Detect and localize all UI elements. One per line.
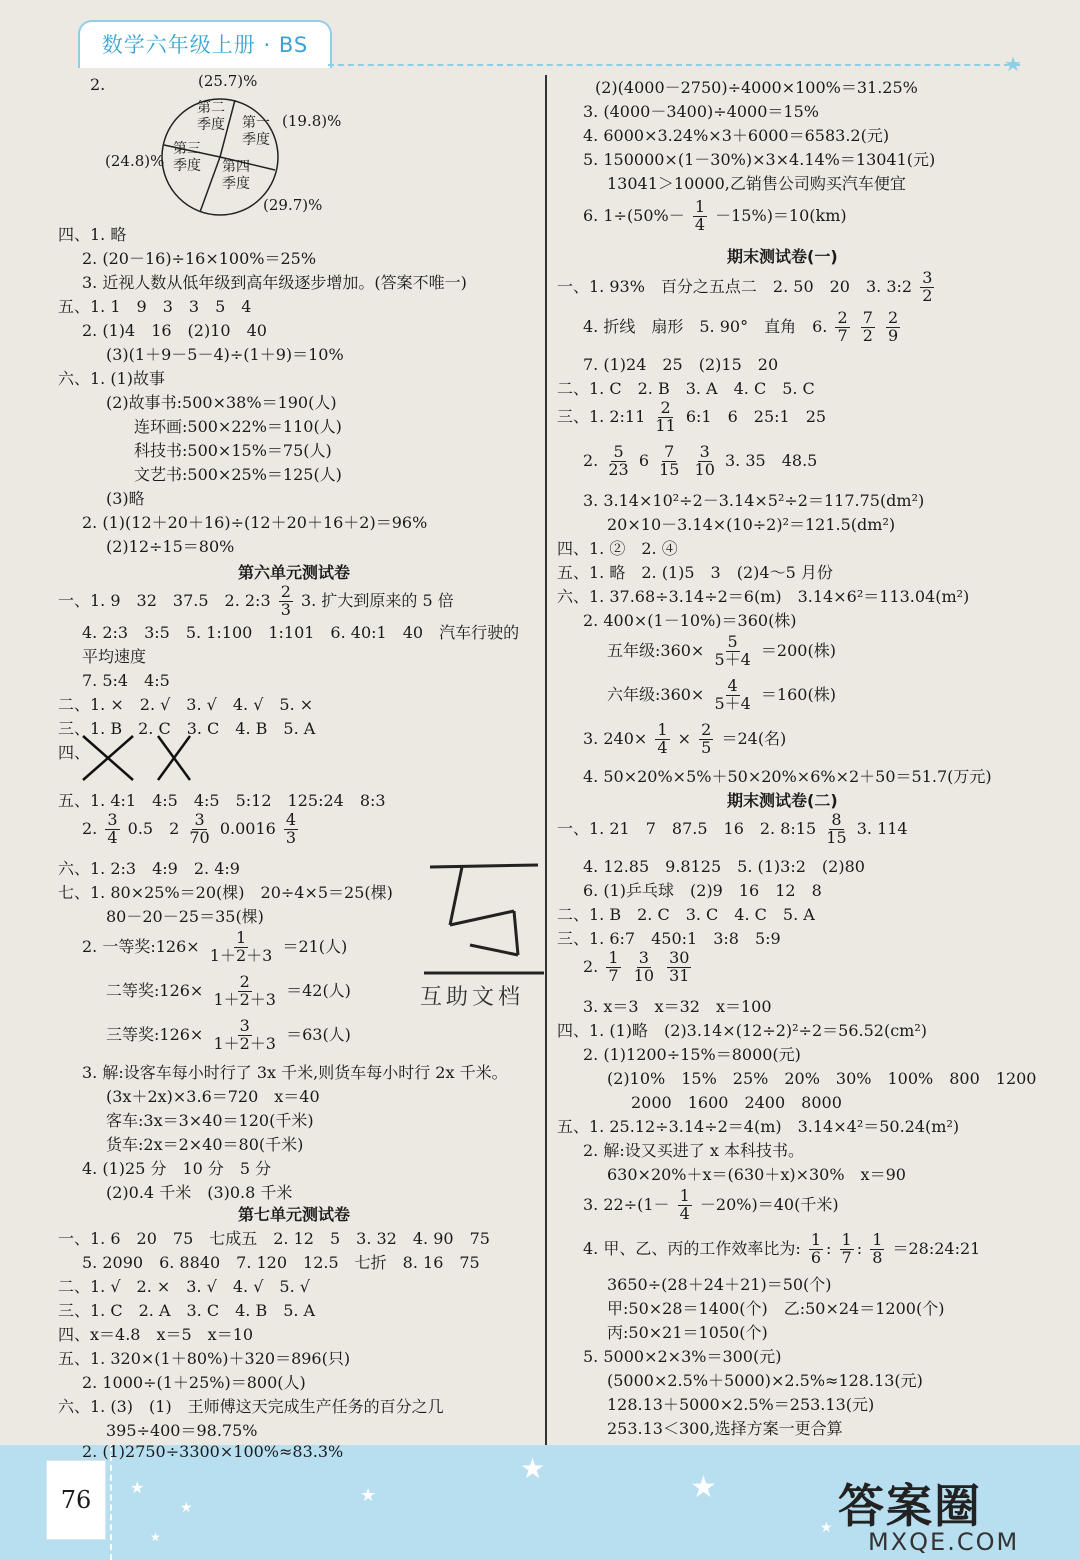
answer-line: 128.13＋5000×2.5%＝253.13(元) (607, 1395, 875, 1414)
slice-label-q1: 第一季度 (242, 115, 270, 148)
star-icon: ★ (130, 1478, 145, 1497)
answer-line: (2)(4000－2750)÷4000×100%＝31.25% (595, 78, 918, 97)
section-title-unit6: 第六单元测试卷 (238, 563, 351, 582)
answer-line: 4. 甲、乙、丙的工作效率比为: $\frac{1}{6}$ : $\frac{1}{7}$ : $\frac{1}{8}$ ＝28:24:21 (583, 1230, 981, 1267)
answer-line: 六、1. 37.68÷3.14÷2＝6(m) 3.14×6²＝113.04(m²) (557, 587, 970, 606)
answer-line: 5. 5000×2×3%＝300(元) (583, 1347, 782, 1366)
answer-line: 253.13＜300,选择方案一更合算 (607, 1419, 843, 1438)
fraction: $\frac{1}{4}$ (694, 197, 706, 234)
slice-label-q3: 第三季度 (173, 141, 201, 174)
answer-line: 五、1. 320×(1＋80%)＋320＝896(只) (58, 1349, 351, 1368)
answer-line: (2)0.4 千米 (3)0.8 千米 (106, 1183, 293, 1202)
answer-line: 7. (1)24 25 (2)15 20 (583, 355, 779, 374)
answer-line: 2. (1)(12＋20＋16)÷(12＋20＋16＋2)＝96% (82, 513, 428, 532)
answer-line: 六、1. 2:3 4:9 2. 4:9 (58, 859, 240, 878)
answer-line: 2000 1600 2400 8000 (631, 1093, 842, 1112)
answer-line: 四、 (58, 743, 91, 762)
answer-line: 五、1. 4:1 4:5 4:5 5:12 125:24 8:3 (58, 791, 386, 810)
answer-text: 一、1. 9 32 37.5 2. 2:3 (58, 590, 271, 610)
answer-line: 一、1. 6 20 75 七成五 2. 12 5 3. 32 4. 90 75 (58, 1229, 490, 1248)
section-title-final-exam-1: 期末测试卷(一) (727, 247, 838, 266)
fraction: $\frac{30}{31}$ (669, 948, 690, 985)
fraction: $\frac{3}{4}$ (107, 810, 118, 847)
fraction: $\frac{3}{70}$ (189, 810, 210, 847)
answer-line: (3)略 (106, 489, 145, 508)
answer-line: 630×20%＋x＝(630＋x)×30% x＝90 (607, 1165, 906, 1184)
answer-line: 平均速度 (82, 647, 147, 666)
fraction: $\frac{1}{4}$ (657, 720, 668, 757)
fraction: $\frac{1}{8}$ (872, 1230, 883, 1267)
answer-line: 科技书:500×15%＝75(人) (134, 441, 332, 460)
answer-line: 四、1. ② 2. ④ (557, 539, 678, 558)
section-title-final-exam-2: 期末测试卷(二) (727, 791, 838, 810)
star-icon: ★ (180, 1500, 193, 1516)
slice-label-q2: 第二季度 (197, 100, 225, 133)
answer-line: 3650÷(28＋24＋21)＝50(个) (607, 1275, 832, 1294)
section-title-unit7: 第七单元测试卷 (238, 1205, 351, 1224)
answer-line: 20×10－3.14×(10÷2)²＝121.5(dm²) (607, 515, 896, 534)
answer-line: 5. 150000×(1－30%)×3×4.14%＝13041(元) (583, 150, 936, 169)
answer-line: (5000×2.5%＋5000)×2.5%≈128.13(元) (607, 1371, 923, 1390)
answer-line: 五、1. 1 9 3 3 5 4 (58, 297, 252, 316)
answer-line: 三等奖:126× $\frac{3}{1+2+3}$ ＝63(人) (106, 1016, 351, 1053)
fraction: $\frac{5}{23}$ (608, 442, 629, 479)
pie-percent-right: (19.8)% (282, 112, 342, 130)
answer-line: 三、1. B 2. C 3. C 4. B 5. A (58, 719, 316, 738)
answer-line: 2. (1)1200÷15%＝8000(元) (583, 1045, 801, 1064)
answer-line: 二等奖:126× $\frac{2}{1+2+3}$ ＝42(人) (106, 972, 351, 1009)
star-icon: ★ (520, 1452, 546, 1485)
answer-line: 2. $\frac{5}{23}$ 6 $\frac{7}{15}$ $\frac{3}{10}$ 3. 35 48.5 (583, 442, 818, 479)
fraction: $\frac{1}{4}$ (679, 1186, 690, 1223)
answer-line: 80－20－25＝35(棵) (106, 907, 264, 926)
answer-line: 2. (1)4 16 (2)10 40 (82, 321, 267, 340)
answer-line: 三、1. 2:11 $\frac{2}{11}$ 6:1 6 25:1 25 (557, 398, 827, 435)
answer-line: 2. (1)2750÷3300×100%≈83.3% (82, 1442, 344, 1461)
answer-line: 2. 一等奖:126× $\frac{1}{1+2+3}$ ＝21(人) (82, 928, 348, 965)
fraction: $\frac{7}{2}$ (862, 308, 873, 345)
answer-line: 客车:3x＝3×40＝120(千米) (106, 1111, 314, 1130)
answer-line: 二、1. × 2. √ 3. √ 4. √ 5. × (58, 695, 314, 714)
answer-line: 一、1. 21 7 87.5 16 2. 8:15 $\frac{8}{15}$ 3. 114 (557, 810, 908, 847)
answer-line: 2. (20－16)÷16×100%＝25% (82, 249, 317, 268)
slice-label-q4: 第四季度 (222, 159, 250, 192)
pie-percent-top: (25.7)% (198, 72, 258, 90)
answer-line: 395÷400＝98.75% (106, 1421, 258, 1440)
answer-line: 二、1. √ 2. × 3. √ 4. √ 5. √ (58, 1277, 310, 1296)
fraction: $\frac{1}{7}$ (608, 948, 619, 985)
column-divider (545, 75, 547, 1445)
answer-line: 五年级:360× $\frac{5}{5+4}$ ＝200(株) (607, 632, 836, 669)
fraction: $\frac{2}{3}$ (280, 582, 291, 619)
answer-text: 3. 扩大到原来的 5 倍 (301, 590, 454, 610)
answer-line: 2. $\frac{3}{4}$ 0.5 2 $\frac{3}{70}$ 0.0016 $\frac{4}{3}$ (82, 810, 297, 847)
header-title: 数学六年级上册 · BS (78, 20, 332, 68)
header-divider (328, 64, 1020, 66)
answer-line: (2)10% 15% 25% 20% 30% 100% 800 1200 (607, 1069, 1037, 1088)
answer-line: (3)(1＋9－5－4)÷(1＋9)＝10% (106, 345, 344, 364)
answer-line: 4. 12.85 9.8125 5. (1)3:2 (2)80 (583, 857, 865, 876)
answer-line: 7. 5:4 4:5 (82, 671, 170, 690)
answer-line: 六年级:360× $\frac{4}{5+4}$ ＝160(株) (607, 676, 836, 713)
answer-line: 2. 1000÷(1＋25%)＝800(人) (82, 1373, 306, 1392)
answer-line: 二、1. B 2. C 3. C 4. C 5. A (557, 905, 815, 924)
answer-line: 3. 22÷(1－ $\frac{1}{4}$ －20%)＝40(千米) (583, 1186, 839, 1223)
site-logo-url: MXQE.COM (868, 1528, 1020, 1556)
answer-line: 四、1. (1)略 (2)3.14×(12÷2)²÷2＝56.52(cm²) (557, 1021, 927, 1040)
answer-line: 3. x＝3 x＝32 x＝100 (583, 997, 772, 1016)
fraction: $\frac{4}{3}$ (285, 810, 297, 847)
answer-line: 一、1. 93% 百分之五点二 2. 50 20 3. 3:2 $\frac{3}{2}$ (557, 268, 933, 305)
page-number: 76 (46, 1460, 106, 1540)
answer-line: 2. $\frac{1}{7}$ $\frac{3}{10}$ $\frac{30}{31}$ (583, 948, 690, 985)
star-icon: ★ (150, 1530, 161, 1544)
answer-line: 13041＞10000,乙销售公司购买汽车便宜 (607, 174, 906, 193)
fraction: $\frac{2}{9}$ (888, 308, 899, 345)
answer-line: 4. (1)25 分 10 分 5 分 (82, 1159, 272, 1178)
answer-line: 连环画:500×22%＝110(人) (134, 417, 342, 436)
answer-line: 货车:2x＝2×40＝80(千米) (106, 1135, 304, 1154)
fraction: $\frac{3}{10}$ (694, 442, 715, 479)
answer-line: 6. (1)乒乓球 (2)9 16 12 8 (583, 881, 822, 900)
answer-line: 6. 1÷(50%－ $\frac{1}{4}$ －15%)＝10(km) (583, 197, 847, 234)
fraction: $\frac{1}{6}$ (810, 1230, 822, 1267)
fraction: $\frac{2}{1+2+3}$ (213, 972, 276, 1009)
fraction: $\frac{1}{1+2+3}$ (209, 928, 273, 965)
star-icon: ★ (690, 1470, 717, 1505)
fraction: $\frac{3}{10}$ (633, 948, 654, 985)
answer-line: 2. 400×(1－10%)＝360(株) (583, 611, 797, 630)
pie-percent-left: (24.8)% (105, 152, 165, 170)
answer-line: 4. 2:3 3:5 5. 1:100 1:101 6. 40:1 40 汽车行驶的 (82, 623, 520, 642)
watermark-text: 互助文档 (420, 985, 525, 1010)
fraction: $\frac{4}{5+4}$ (714, 676, 751, 713)
answer-line: 三、1. 6:7 450:1 3:8 5:9 (557, 929, 781, 948)
answer-line: 三、1. C 2. A 3. C 4. B 5. A (58, 1301, 316, 1320)
answer-line: 文艺书:500×25%＝125(人) (134, 465, 342, 484)
watermark-glyph (410, 855, 550, 980)
answer-line: 3. 3.14×10²÷2－3.14×5²÷2＝117.75(dm²) (583, 491, 925, 510)
answer-line: 六、1. (1)故事 (58, 369, 166, 388)
answer-line: 二、1. C 2. B 3. A 4. C 5. C (557, 379, 815, 398)
answer-line: 四、x＝4.8 x＝5 x＝10 (58, 1325, 254, 1344)
answer-line: 五、1. 略 2. (1)5 3 (2)4～5 月份 (557, 563, 833, 582)
star-icon: ★ (360, 1485, 377, 1506)
answer-line: 5. 2090 6. 8840 7. 120 12.5 七折 8. 16 75 (82, 1253, 480, 1272)
pie-percent-bottom: (29.7)% (263, 196, 323, 214)
answer-line: 甲:50×28＝1400(个) 乙:50×24＝1200(个) (607, 1299, 945, 1318)
fraction: $\frac{3}{2}$ (922, 268, 933, 305)
answer-line: 3. 240× $\frac{1}{4}$ × $\frac{2}{5}$ ＝24(名) (583, 720, 787, 757)
answer-line: (3x＋2x)×3.6＝720 x＝40 (106, 1087, 320, 1106)
fraction: $\frac{3}{1+2+3}$ (213, 1016, 276, 1053)
answer-line: 3. (4000－3400)÷4000＝15% (583, 102, 819, 121)
answer-line: 4. 折线 扇形 5. 90° 直角 6. $\frac{2}{7}$ $\frac{7}{2}$ $\frac{2}{9}$ (583, 308, 899, 345)
footer-divider (110, 1445, 112, 1560)
matching-lines (78, 732, 198, 784)
fraction: $\frac{5}{5+4}$ (714, 632, 751, 669)
answer-line: 2. 解:设又买进了 x 本科技书。 (583, 1141, 804, 1160)
fraction: $\frac{1}{7}$ (841, 1230, 852, 1267)
fraction: $\frac{2}{5}$ (701, 720, 712, 757)
answer-line: 七、1. 80×25%＝20(棵) 20÷4×5＝25(棵) (58, 883, 393, 902)
fraction: $\frac{2}{7}$ (837, 308, 848, 345)
answer-line: 3. 近视人数从低年级到高年级逐步增加。(答案不唯一) (82, 273, 467, 292)
site-logo: 答案圈 (838, 1479, 982, 1533)
answer-line: 3. 解:设客车每小时行了 3x 千米,则货车每小时行 2x 千米。 (82, 1063, 508, 1082)
star-icon: ★ (820, 1520, 833, 1536)
star-icon: ★ (1004, 52, 1022, 76)
answer-line (58, 584, 454, 619)
item-number: 2. (90, 75, 106, 94)
fraction: $\frac{8}{15}$ (826, 810, 847, 847)
answer-line: 4. 6000×3.24%×3＋6000＝6583.2(元) (583, 126, 890, 145)
answer-line: 五、1. 25.12÷3.14÷2＝4(m) 3.14×4²＝50.24(m²) (557, 1117, 960, 1136)
fraction: $\frac{7}{15}$ (659, 442, 680, 479)
answer-line: 六、1. (3) (1) 王师傅这天完成生产任务的百分之几 (58, 1397, 444, 1416)
answer-line: 4. 50×20%×5%＋50×20%×6%×2＋50＝51.7(万元) (583, 767, 992, 786)
answer-line: 四、1. 略 (58, 225, 127, 244)
fraction: $\frac{2}{11}$ (655, 398, 676, 435)
answer-line: (2)故事书:500×38%＝190(人) (106, 393, 337, 412)
answer-line: (2)12÷15＝80% (106, 537, 235, 556)
answer-line: 丙:50×21＝1050(个) (607, 1323, 768, 1342)
